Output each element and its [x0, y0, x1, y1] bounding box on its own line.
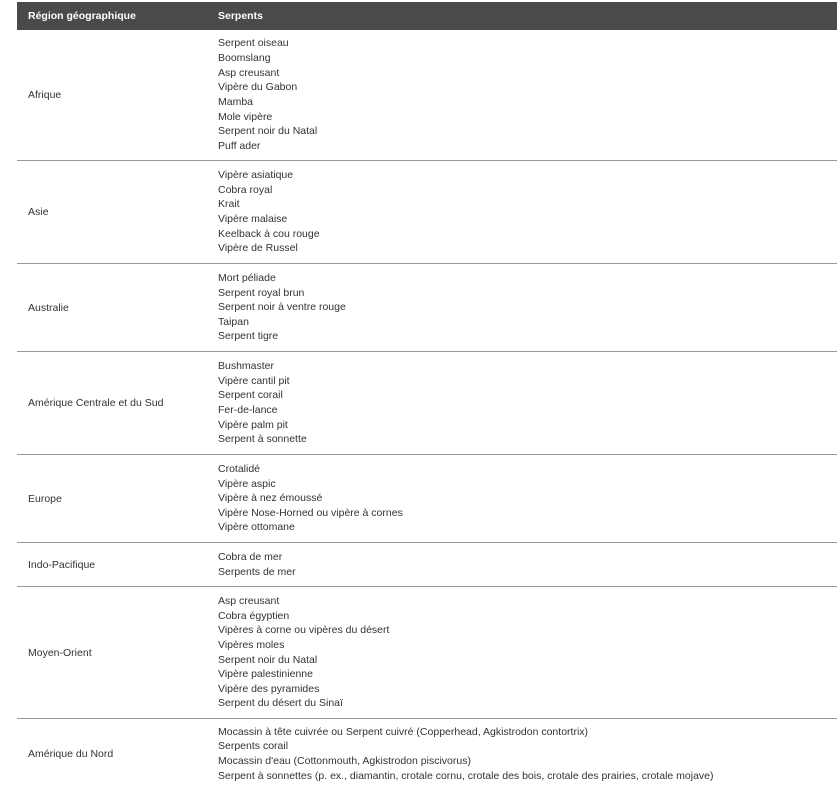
snake-name: Boomslang: [218, 52, 271, 65]
snake-name: Vipère à nez émoussé: [218, 492, 323, 505]
region-cell: Amérique Centrale et du Sud: [28, 397, 164, 409]
snakes-cell: [218, 271, 346, 344]
snake-name: Mole vipère: [218, 110, 273, 123]
table-row: [17, 161, 837, 264]
snake-name: Cobra égyptien: [218, 609, 290, 622]
snake-name: Mort péliade: [218, 271, 276, 284]
snakes-cell: [218, 550, 296, 579]
snake-name: Serpent tigre: [218, 330, 279, 343]
snake-name: Serpent à sonnette: [218, 433, 307, 446]
table-row: [17, 352, 837, 455]
table-body: [17, 30, 837, 789]
snake-name: Vipère Nose-Horned ou vipère à cornes: [218, 506, 403, 519]
header-region: Région géographique: [28, 10, 136, 22]
snake-name: Serpent corail: [218, 389, 283, 402]
snakes-cell: [218, 359, 307, 447]
snake-region-table: [17, 2, 837, 789]
snake-name: Cobra royal: [218, 183, 273, 196]
snake-name: Krait: [218, 198, 240, 211]
table-row: [17, 264, 837, 352]
snake-name: Serpent noir du Natal: [218, 653, 318, 666]
snake-name: Vipère asiatique: [218, 169, 294, 182]
snakes-cell: [218, 725, 714, 784]
snake-name: Cobra de mer: [218, 550, 283, 563]
region-cell: Afrique: [28, 89, 62, 101]
snake-name: Serpents de mer: [218, 565, 296, 578]
table-row: [17, 719, 837, 789]
snake-name: Crotalidé: [218, 462, 261, 475]
snake-name: Vipère du Gabon: [218, 81, 298, 94]
header-snakes: Serpents: [218, 10, 263, 22]
snake-name: Serpent noir du Natal: [218, 125, 318, 138]
snake-name: Serpents corail: [218, 740, 289, 753]
snake-name: Mocassin à tête cuivrée ou Serpent cuivré (Copperhead, Agkistrodon contortrix): [218, 725, 589, 738]
snake-name: Vipères à corne ou vipères du désert: [218, 624, 390, 637]
table-row: [17, 455, 837, 543]
snake-name: Bushmaster: [218, 360, 275, 373]
snake-name: Mamba: [218, 96, 254, 108]
snake-name: Vipère malaise: [218, 213, 288, 225]
snake-name: Vipère ottomane: [218, 521, 295, 534]
table-row: [17, 587, 837, 719]
snake-name: Fer-de-lance: [218, 404, 278, 416]
snake-name: Vipère aspic: [218, 477, 276, 490]
snake-name: Mocassin d'eau (Cottonmouth, Agkistrodon piscivorus): [218, 755, 471, 767]
region-cell: Moyen-Orient: [28, 646, 92, 659]
snake-name: Keelback à cou rouge: [218, 227, 320, 240]
snake-name: Vipère cantil pit: [218, 374, 290, 387]
snake-name: Asp creusant: [218, 594, 280, 607]
region-cell: Indo-Pacifique: [28, 558, 96, 571]
snake-name: Vipère de Russel: [218, 242, 298, 255]
snake-name: Serpent royal brun: [218, 286, 305, 299]
snake-name: Serpent noir à ventre rouge: [218, 301, 346, 314]
snake-name: Vipère palestinienne: [218, 668, 313, 681]
region-cell: Europe: [28, 492, 62, 505]
snake-name: Puff ader: [218, 139, 261, 152]
snake-name: Vipère palm pit: [218, 418, 288, 431]
snakes-cell: [218, 594, 389, 711]
table-header: [17, 2, 837, 30]
snake-name: Taipan: [218, 315, 249, 328]
snakes-cell: [218, 168, 320, 256]
snake-name: Serpent oiseau: [218, 37, 289, 50]
table-row: [17, 543, 837, 587]
snake-name: Vipère des pyramides: [218, 682, 320, 695]
snake-name: Vipères moles: [218, 638, 285, 651]
snake-name: Serpent du désert du Sinaï: [218, 697, 343, 710]
table-row: [17, 30, 837, 161]
region-cell: Amérique du Nord: [28, 748, 114, 760]
region-cell: Asie: [28, 206, 49, 218]
snakes-cell: [218, 462, 403, 535]
snakes-cell: [218, 36, 317, 153]
region-cell: Australie: [28, 301, 69, 314]
snake-name: Asp creusant: [218, 66, 280, 79]
snake-name: Serpent à sonnettes (p. ex., diamantin, crotale cornu, crotale des bois, crotale des prairies, crotale mojave): [218, 769, 714, 782]
